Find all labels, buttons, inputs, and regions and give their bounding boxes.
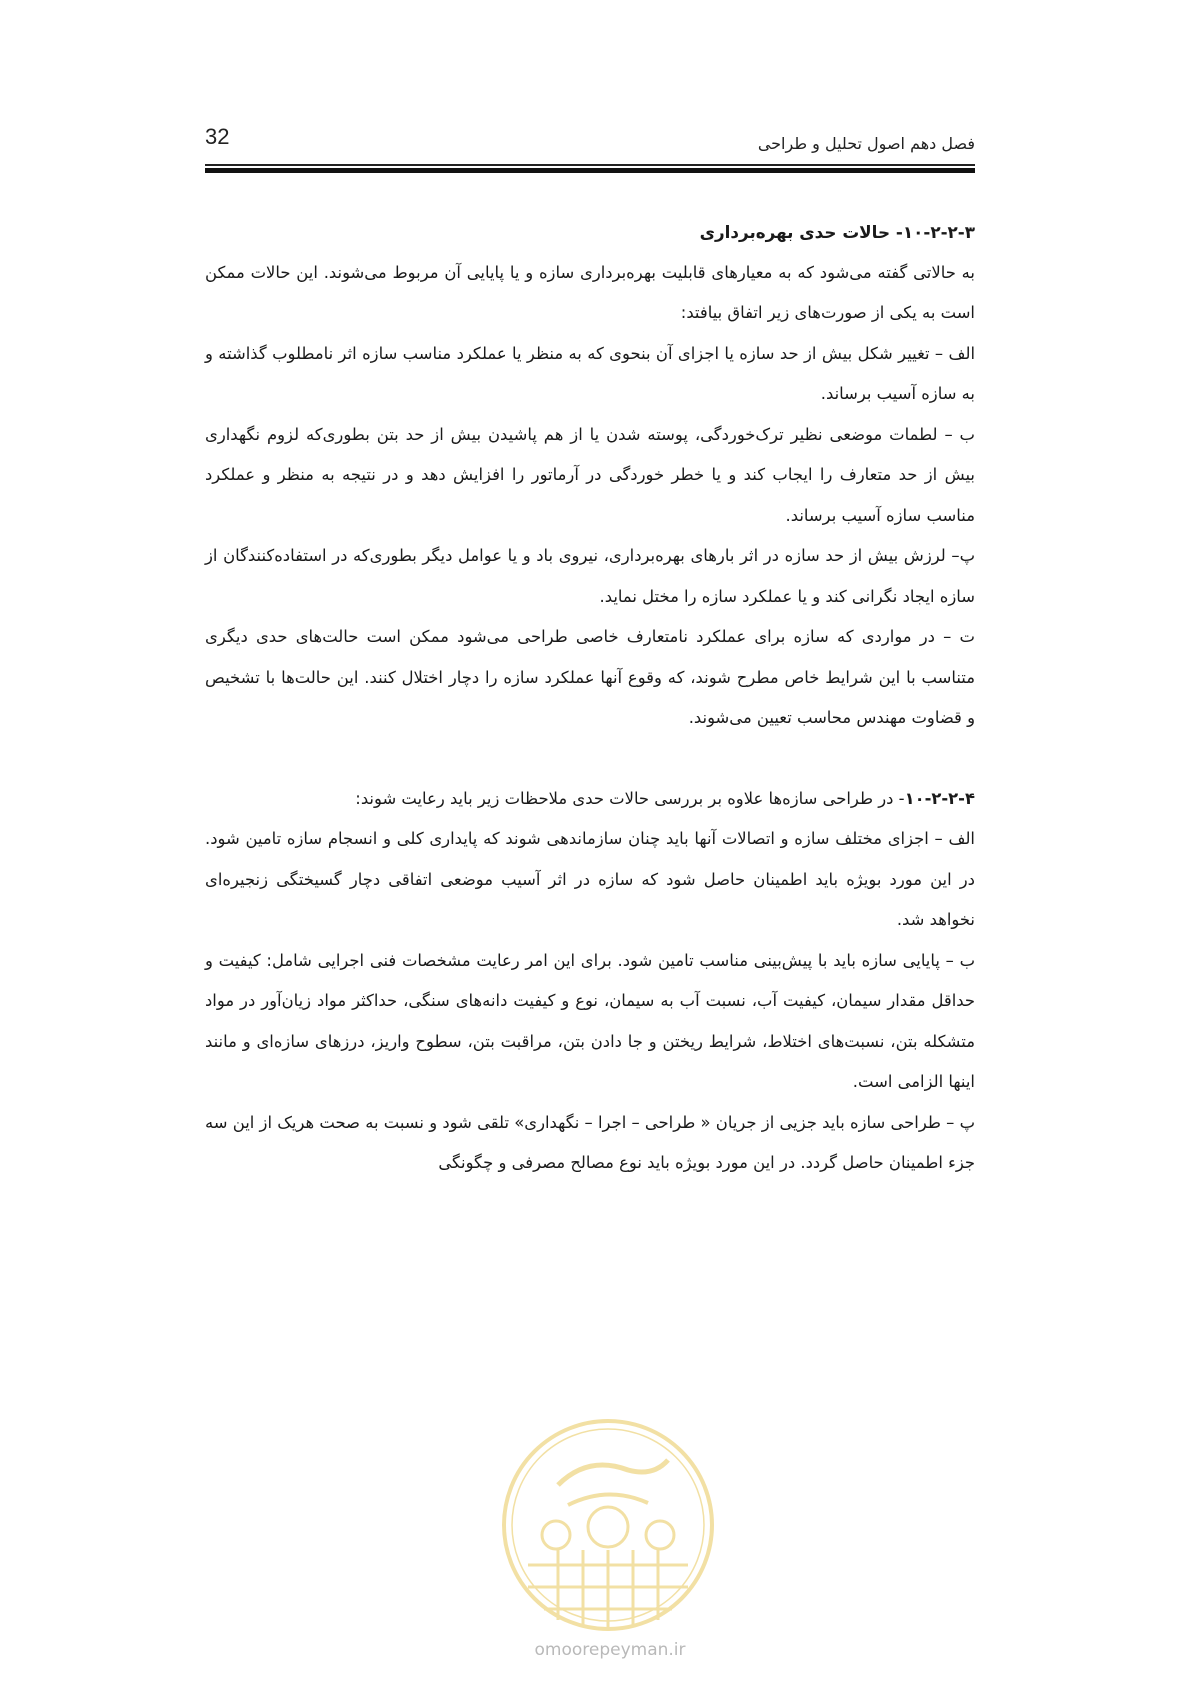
section-number: ۱۰-۲-۲-۴ <box>904 788 975 808</box>
paragraph: الف – تغییر شکل بیش از حد سازه یا اجزای آن بنحوی که به منظر یا عملکرد مناسب سازه اثر نامطلوب گذاشته و به سازه آسیب برساند. <box>205 343 975 403</box>
section-heading: ۱۰-۲-۲-۳- حالات حدی بهره‌برداری <box>699 222 975 242</box>
page-body <box>205 212 975 1184</box>
paragraph: به حالاتی گفته می‌شود که به معیارهای قابلیت بهره‌برداری سازه و یا پایایی آن مربوط می‌شوند. این حالات ممکن است به یکی از صورت‌های زیر اتفاق بیافتد: <box>205 262 975 322</box>
watermark-url: omoorepeyman.ir <box>534 1640 686 1660</box>
page-number: 32 <box>205 124 230 149</box>
paragraph: ب – لطمات موضعی نظیر ترک‌خوردگی، پوسته شدن یا از هم پاشیدن بیش از حد بتن بطوری‌که لزوم نگهداری بیش از حد متعارف را ایجاب کند و یا خطر خوردگی در آرماتور را افزایش دهد و در نتیجه به منظر و عملکرد مناسب سازه آسیب برساند. <box>205 424 975 525</box>
section-intro-text: - در طراحی سازه‌ها علاوه بر بررسی حالات حدی ملاحظات زیر باید رعایت شوند: <box>355 788 905 808</box>
paragraph: ت – در مواردی که سازه برای عملکرد نامتعارف خاصی طراحی می‌شود ممکن است حالت‌های حدی دیگری متناسب با این شرایط خاص مطرح شوند، که وقوع آنها عملکرد سازه را دچار اختلال کنند. این حالت‌ها با تشخیص و قضاوت مهندس محاسب تعیین می‌شوند. <box>205 627 975 727</box>
section-spacer <box>205 739 975 779</box>
chapter-title: فصل دهم اصول تحلیل و طراحی <box>757 134 975 153</box>
paragraph: ب – پایایی سازه باید با پیش‌بینی مناسب تامین شود. برای این امر رعایت مشخصات فنی اجرایی شامل: کیفیت و حداقل مقدار سیمان، کیفیت آب، نسبت آب به سیمان، نوع و کیفیت دانه‌های سنگی، حداکثر مواد زیان‌آور در مواد متشکله بتن، نسبت‌های اختلاط، شرایط ریختن و جا دادن بتن، مراقبت بتن، سطوح واریز، درزهای سازه‌ای و مانند اینها الزامی است. <box>205 950 975 1091</box>
watermark-stamp-icon <box>498 1415 718 1635</box>
header-rule-thin <box>205 164 975 166</box>
paragraph: الف – اجزای مختلف سازه و اتصالات آنها باید چنان سازماندهی شوند که پایداری کلی و انسجام سازه تامین شود. در این مورد بویژه باید اطمینان حاصل شود که سازه در اثر آسیب موضعی اتفاقی دچار گسیختگی زنجیره‌ای نخواهد شد. <box>205 829 975 929</box>
header-rule-thick <box>205 168 975 173</box>
paragraph: پ– لرزش بیش از حد سازه در اثر بارهای بهره‌برداری، نیروی باد و یا عوامل دیگر بطوری‌که در استفاده‌کنندگان از سازه ایجاد نگرانی کند و یا عملکرد سازه را مختل نماید. <box>205 546 975 606</box>
section-intro <box>205 779 975 820</box>
page-header <box>205 120 975 162</box>
paragraph: پ – طراحی سازه باید جزیی از جریان « طراحی – اجرا – نگهداری» تلقی شود و نسبت به صحت هریک از این سه جزء اطمینان حاصل گردد. در این مورد بویژه باید نوع مصالح مصرفی و چگونگی <box>205 1112 975 1172</box>
